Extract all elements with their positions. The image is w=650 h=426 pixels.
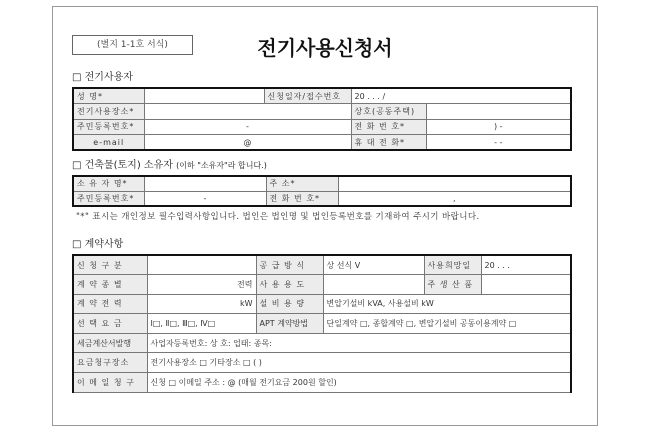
place-field[interactable]: [144, 104, 351, 120]
contract-type-field[interactable]: 전력: [147, 275, 256, 295]
apply-type-field[interactable]: [147, 255, 256, 275]
company-field[interactable]: [426, 104, 571, 120]
phone-field[interactable]: ) -: [426, 119, 571, 135]
email-label: e-mail: [73, 135, 144, 151]
section-heading-user: □ 전기사용자: [72, 72, 133, 83]
tax-invoice-field[interactable]: 사업자등록번호: 상 호: 업태: 종목:: [147, 333, 571, 353]
section-heading-owner: [72, 156, 267, 171]
owner-id-label: 주민등록번호*: [73, 191, 144, 206]
owner-id-field[interactable]: -: [144, 191, 266, 206]
email-billing-label: 이 메 일 청 구: [73, 373, 147, 393]
owner-addr-label: 주 소*: [266, 176, 338, 191]
contract-power-field[interactable]: kW: [147, 294, 256, 314]
mobile-field[interactable]: - -: [426, 135, 571, 151]
usage-field[interactable]: [323, 275, 424, 295]
user-table: [72, 87, 572, 151]
required-note: "*" 표시는 개인정보 필수입력사항입니다. 법인은 법인명 및 법인등록번호를 기재하여 주시기 바랍니다.: [76, 212, 480, 222]
desired-date-label: 사용희망일: [424, 255, 481, 275]
contract-table: [72, 254, 572, 393]
owner-heading: □ 건축물(토지) 소유자: [72, 160, 173, 171]
capacity-field[interactable]: 변압기설비 kVA, 사용설비 kW: [323, 294, 571, 314]
apply-type-label: 신 청 구 분: [73, 255, 147, 275]
contract-power-label: 계 약 전 력: [73, 294, 147, 314]
supply-method-field[interactable]: 상 선식 V: [323, 255, 424, 275]
email-billing-field[interactable]: 신청 □ 이메일 주소 : @ (매월 전기요금 200원 할인): [147, 373, 571, 393]
billing-place-field[interactable]: 전기사용장소 □ 기타장소 □ ( ): [147, 353, 571, 373]
billing-place-label: 요금청구장소: [73, 353, 147, 373]
owner-name-field[interactable]: [144, 176, 266, 191]
date-label: 신청일자/접수번호: [264, 88, 351, 104]
supply-method-label: 공 급 방 식: [256, 255, 323, 275]
company-label: 상호(공동주택): [351, 104, 426, 120]
phone-label: 전 화 번 호*: [351, 119, 426, 135]
place-label: 전기사용장소*: [73, 104, 144, 120]
apt-method-label: APT 계약방법: [256, 314, 323, 334]
date-field[interactable]: 20 . . . /: [351, 88, 571, 104]
owner-addr-field[interactable]: [338, 176, 571, 191]
capacity-label: 설 비 용 량: [256, 294, 323, 314]
apt-method-field[interactable]: 단일계약 □, 종합계약 □, 변압기설비 공동이용계약 □: [323, 314, 571, 334]
desired-date-field[interactable]: 20 . . .: [481, 255, 571, 275]
owner-phone-label: 전 화 번 호*: [266, 191, 338, 206]
section-heading-contract: □ 계약사항: [72, 239, 124, 250]
rate-select-label: 선 택 요 금: [73, 314, 147, 334]
form-number: (별지 1-1호 서식): [72, 35, 193, 55]
owner-name-label: 소 유 자 명*: [73, 176, 144, 191]
id-label: 주민등록번호*: [73, 119, 144, 135]
owner-phone-field[interactable]: ,: [338, 191, 571, 206]
page-title: 전기사용신청서: [257, 36, 393, 60]
product-field[interactable]: [481, 275, 571, 295]
name-label: 성 명*: [73, 88, 144, 104]
id-field[interactable]: -: [144, 119, 351, 135]
owner-heading-note: (이하 "소유자"라 합니다.): [176, 161, 267, 170]
product-label: 주 생 산 품: [424, 275, 481, 295]
contract-type-label: 계 약 종 별: [73, 275, 147, 295]
name-field[interactable]: [144, 88, 264, 104]
owner-table: [72, 175, 572, 207]
usage-label: 사 용 용 도: [256, 275, 323, 295]
rate-select-field[interactable]: Ⅰ□, Ⅱ□, Ⅲ□, Ⅳ□: [147, 314, 256, 334]
email-field[interactable]: @: [144, 135, 351, 151]
mobile-label: 휴 대 전 화*: [351, 135, 426, 151]
tax-invoice-label: 세금계산서발행: [73, 333, 147, 353]
